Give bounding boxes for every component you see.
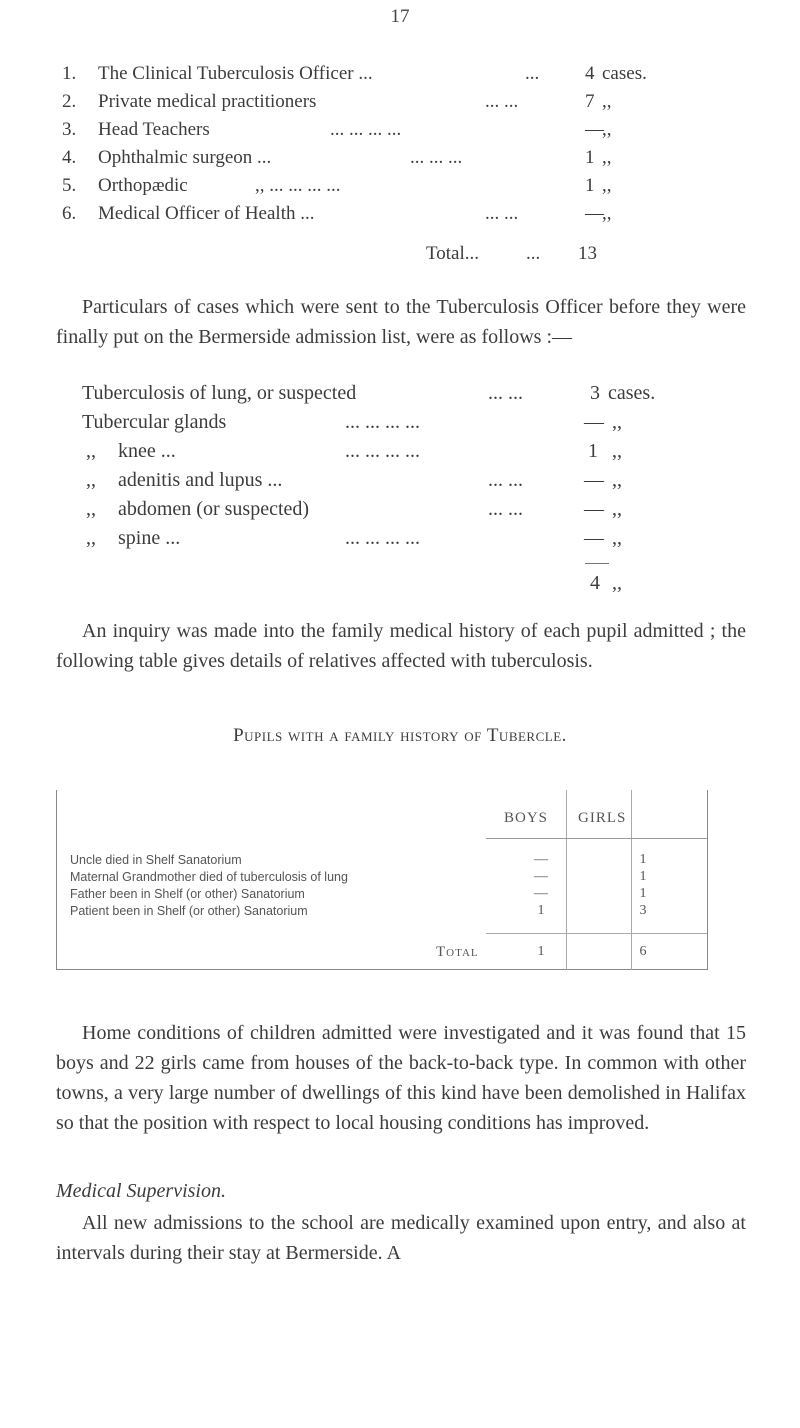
- table-cell-girls: 1: [639, 886, 647, 901]
- list-item-unit: ,,: [612, 440, 622, 462]
- table-total-label: Total: [436, 944, 479, 960]
- list-item-label: Private medical practitioners: [98, 91, 317, 112]
- list-item-value: —: [585, 119, 604, 140]
- table-border-left: [56, 790, 57, 970]
- list-item-dots: ... ...: [488, 382, 523, 404]
- table-border-right: [707, 790, 708, 970]
- list-item-dots: ... ...: [485, 203, 519, 224]
- list-item-label: Medical Officer of Health ...: [98, 203, 315, 224]
- table-title: Pupils with a family history of Tubercle.: [233, 725, 567, 746]
- list-total-unit: ,,: [612, 572, 622, 594]
- section-heading: Medical Supervision.: [56, 1180, 226, 1202]
- table-row-label: Father been in Shelf (or other) Sanatorium: [70, 887, 305, 901]
- list-item-value: 1: [585, 147, 595, 168]
- list-item-dots: ... ... ... ...: [345, 440, 420, 462]
- list-item-label: knee ...: [118, 440, 176, 462]
- list-total-dots: ...: [526, 243, 541, 264]
- list-item-unit: ,,: [612, 411, 622, 433]
- list-item-dots: ... ... ...: [410, 147, 463, 168]
- ditto-mark: ,,: [86, 440, 96, 462]
- list-item-dots: ... ...: [488, 469, 523, 491]
- list-item-label: adenitis and lupus ...: [118, 469, 283, 491]
- paragraph-particulars: Particulars of cases which were sent to the Tuberculosis Officer before they were finally put on the Bermerside admission list, were as follows :—: [56, 296, 746, 348]
- paragraph-medical-supervision: All new admissions to the school are medically examined upon entry, and also at intervals during their stay at Bermerside. A: [56, 1212, 746, 1264]
- list-item-num: 5.: [62, 175, 77, 196]
- list-item-label: spine ...: [118, 527, 181, 549]
- list-item-num: 3.: [62, 119, 77, 140]
- table-cell-boys: 1: [537, 903, 545, 918]
- table-row-label: Patient been in Shelf (or other) Sanatorium: [70, 904, 308, 918]
- list-item-value: 1: [588, 440, 598, 462]
- list-item-unit: ,,: [602, 203, 612, 224]
- list-total-label: Total...: [426, 243, 480, 264]
- table-total-girls: 6: [639, 944, 647, 959]
- list-item-unit: cases.: [608, 382, 656, 404]
- list-item-value: —: [585, 203, 604, 224]
- list-item-dots: ...: [525, 63, 540, 84]
- list-item-value: —: [584, 527, 604, 549]
- list-item-num: 1.: [62, 63, 77, 84]
- list-item-value: 7: [585, 91, 595, 112]
- list-item-dots: ... ... ... ...: [345, 527, 420, 549]
- list-item-label: Ophthalmic surgeon ...: [98, 147, 272, 168]
- list-item-unit: ,,: [602, 175, 612, 196]
- list-item-value: 1: [585, 175, 595, 196]
- list-item-unit: ,,: [602, 91, 612, 112]
- list-item-unit: ,,: [612, 498, 622, 520]
- family-history-table: [56, 790, 708, 970]
- table-cell-boys: —: [534, 886, 548, 901]
- list-total-value: 13: [578, 243, 597, 264]
- table-cell-girls: 1: [639, 869, 647, 884]
- list-item-num: 6.: [62, 203, 77, 224]
- list-item-label: Head Teachers: [98, 119, 210, 140]
- ditto-mark: ,,: [86, 527, 96, 549]
- column-header-girls: GIRLS: [578, 810, 627, 826]
- list-item-value: —: [584, 469, 604, 491]
- list-item-dots: ... ... ... ...: [345, 411, 420, 433]
- paragraph-home-conditions: Home conditions of children admitted were investigated and it was found that 15 boys and 22 girls came from houses of the back-to-back type. In common with other towns, a very large number of dwellings of this kind have been demolished in Halifax so that the position with respect to local housing conditions has improved.: [56, 1022, 746, 1134]
- list-item-label: Tubercular glands: [82, 411, 227, 433]
- ditto-mark: ,,: [86, 469, 96, 491]
- total-rule: [585, 563, 609, 564]
- list-item-value: 3: [590, 382, 600, 404]
- list-item-unit: ,,: [612, 527, 622, 549]
- list-item-label: Tuberculosis of lung, or suspected: [82, 382, 357, 404]
- paragraph-inquiry: An inquiry was made into the family medical history of each pupil admitted ; the following table gives details of relatives affected with tuberculosis.: [56, 620, 746, 672]
- list-item-unit: cases.: [602, 63, 647, 84]
- list-item-unit: ,,: [602, 119, 612, 140]
- column-header-boys: BOYS: [504, 810, 549, 826]
- list-item-label: abdomen (or suspected): [118, 498, 310, 520]
- list-item-value: —: [584, 411, 604, 433]
- table-row-label: Uncle died in Shelf Sanatorium: [70, 853, 242, 867]
- list-total-value: 4: [590, 572, 600, 594]
- list-item-value: 4: [585, 63, 595, 84]
- table-border-bottom: [56, 969, 708, 970]
- table-cell-girls: 3: [639, 903, 647, 918]
- list-item-dots: ... ...: [485, 91, 519, 112]
- page-number: 17: [390, 6, 410, 27]
- table-total-rule: [486, 933, 707, 934]
- list-item-unit: ,,: [602, 147, 612, 168]
- list-item-dots: ... ... ... ...: [330, 119, 402, 140]
- list-item-dots: ... ...: [488, 498, 523, 520]
- table-header-rule: [486, 838, 707, 839]
- table-col-divider: [566, 790, 567, 970]
- table-cell-boys: —: [534, 852, 548, 867]
- table-row-label: Maternal Grandmother died of tuberculosis of lung: [70, 870, 348, 884]
- list-item-dots: ,, ... ... ... ...: [255, 175, 341, 196]
- list-item-value: —: [584, 498, 604, 520]
- list-item-unit: ,,: [612, 469, 622, 491]
- table-cell-boys: —: [534, 869, 548, 884]
- ditto-mark: ,,: [86, 498, 96, 520]
- list-item-label: The Clinical Tuberculosis Officer ...: [98, 63, 373, 84]
- table-total-boys: 1: [537, 944, 545, 959]
- list-item-label: Orthopædic: [98, 175, 188, 196]
- list-item-num: 2.: [62, 91, 77, 112]
- list-item-num: 4.: [62, 147, 77, 168]
- table-cell-girls: 1: [639, 852, 647, 867]
